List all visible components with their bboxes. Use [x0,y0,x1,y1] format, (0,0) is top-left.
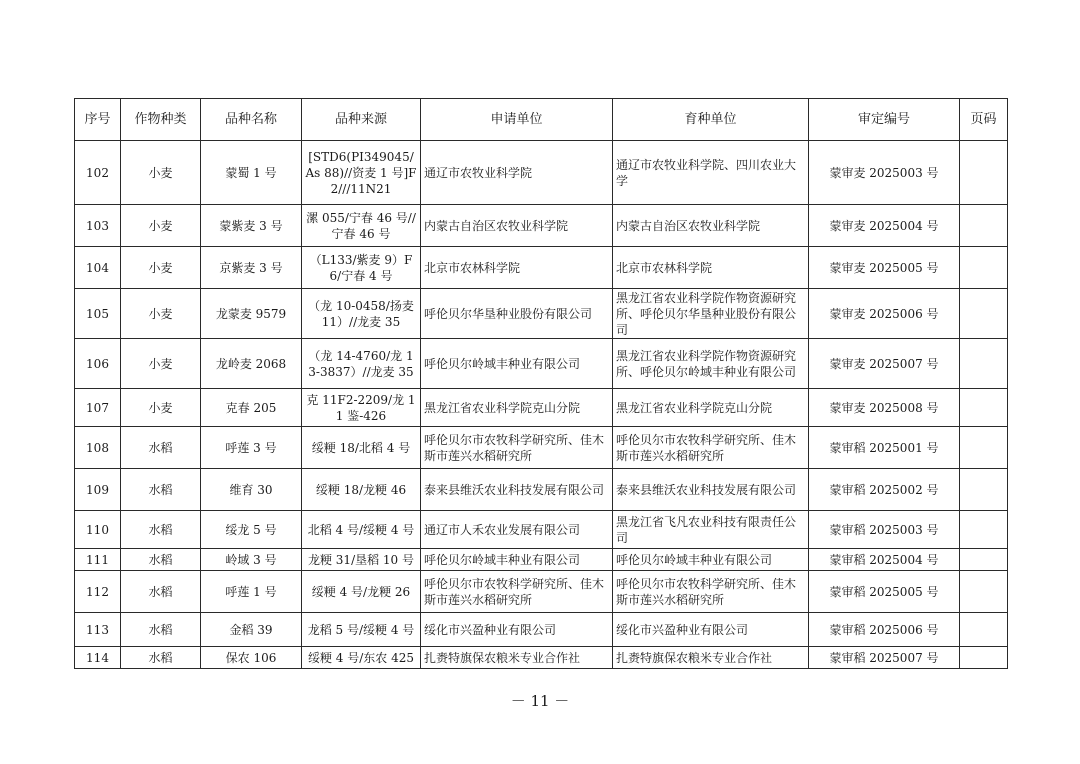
cell-serial: 104 [75,247,121,289]
cell-page [960,469,1008,511]
cell-applicant: 呼伦贝尔华垦种业股份有限公司 [421,289,613,339]
cell-page [960,647,1008,669]
variety-approval-table [74,98,1008,669]
table-row [75,141,1008,205]
cell-breeder: 绥化市兴盈种业有限公司 [613,613,809,647]
cell-approval-number: 蒙审麦 2025008 号 [809,389,960,427]
cell-breeder: 黑龙江省农业科学院作物资源研究所、呼伦贝尔岭域丰种业有限公司 [613,339,809,389]
cell-page [960,247,1008,289]
cell-serial: 114 [75,647,121,669]
table-row [75,339,1008,389]
cell-serial: 106 [75,339,121,389]
cell-crop-type: 小麦 [121,247,201,289]
cell-page [960,389,1008,427]
cell-serial: 107 [75,389,121,427]
cell-approval-number: 蒙审稻 2025004 号 [809,549,960,571]
table-row [75,389,1008,427]
cell-crop-type: 水稻 [121,469,201,511]
cell-variety-source: 绥粳 4 号/龙粳 26 [302,571,421,613]
cell-breeder: 内蒙古自治区农牧业科学院 [613,205,809,247]
cell-approval-number: 蒙审稻 2025006 号 [809,613,960,647]
header-applicant: 申请单位 [421,99,613,141]
cell-crop-type: 水稻 [121,427,201,469]
header-breeder: 育种单位 [613,99,809,141]
cell-approval-number: 蒙审稻 2025007 号 [809,647,960,669]
cell-applicant: 通辽市农牧业科学院 [421,141,613,205]
cell-approval-number: 蒙审麦 2025007 号 [809,339,960,389]
cell-page [960,141,1008,205]
cell-approval-number: 蒙审稻 2025002 号 [809,469,960,511]
cell-breeder: 扎赉特旗保农粮米专业合作社 [613,647,809,669]
cell-crop-type: 水稻 [121,511,201,549]
cell-breeder: 黑龙江省飞凡农业科技有限责任公司 [613,511,809,549]
cell-variety-source: 绥粳 4 号/东农 425 [302,647,421,669]
cell-variety-name: 维育 30 [201,469,302,511]
cell-variety-name: 岭域 3 号 [201,549,302,571]
cell-crop-type: 小麦 [121,389,201,427]
cell-serial: 108 [75,427,121,469]
cell-breeder: 呼伦贝尔岭域丰种业有限公司 [613,549,809,571]
table-body [75,141,1008,669]
cell-serial: 111 [75,549,121,571]
cell-breeder: 呼伦贝尔市农牧科学研究所、佳木斯市莲兴水稻研究所 [613,571,809,613]
cell-variety-source: （龙 10-0458/扬麦 11）//龙麦 35 [302,289,421,339]
cell-variety-source: 龙稻 5 号/绥粳 4 号 [302,613,421,647]
cell-page [960,339,1008,389]
cell-approval-number: 蒙审稻 2025005 号 [809,571,960,613]
table-row [75,571,1008,613]
table-row [75,247,1008,289]
cell-variety-source: （龙 14-4760/龙 13-3837）//龙麦 35 [302,339,421,389]
cell-variety-source: 绥粳 18/北稻 4 号 [302,427,421,469]
cell-approval-number: 蒙审麦 2025005 号 [809,247,960,289]
cell-breeder: 泰来县维沃农业科技发展有限公司 [613,469,809,511]
cell-crop-type: 小麦 [121,141,201,205]
table-row [75,427,1008,469]
cell-variety-source: [STD6(PI349045/As 88)//资麦 1 号]F2///11N21 [302,141,421,205]
cell-crop-type: 小麦 [121,205,201,247]
cell-variety-name: 蒙紫麦 3 号 [201,205,302,247]
cell-applicant: 通辽市人禾农业发展有限公司 [421,511,613,549]
cell-page [960,289,1008,339]
variety-approval-table-container [74,98,1007,669]
cell-serial: 103 [75,205,121,247]
cell-breeder: 黑龙江省农业科学院作物资源研究所、呼伦贝尔华垦种业股份有限公司 [613,289,809,339]
cell-approval-number: 蒙审麦 2025006 号 [809,289,960,339]
cell-serial: 112 [75,571,121,613]
cell-applicant: 黑龙江省农业科学院克山分院 [421,389,613,427]
cell-applicant: 呼伦贝尔岭域丰种业有限公司 [421,339,613,389]
page-number: － 11 － [510,692,570,710]
table-row [75,469,1008,511]
cell-variety-name: 龙蒙麦 9579 [201,289,302,339]
cell-variety-name: 呼莲 3 号 [201,427,302,469]
cell-variety-source: 龙粳 31/垦稻 10 号 [302,549,421,571]
cell-applicant: 呼伦贝尔市农牧科学研究所、佳木斯市莲兴水稻研究所 [421,571,613,613]
cell-variety-source: （L133/紫麦 9）F6/宁春 4 号 [302,247,421,289]
cell-crop-type: 水稻 [121,571,201,613]
cell-page [960,427,1008,469]
cell-variety-name: 绥龙 5 号 [201,511,302,549]
header-crop-type: 作物种类 [121,99,201,141]
cell-applicant: 呼伦贝尔市农牧科学研究所、佳木斯市莲兴水稻研究所 [421,427,613,469]
cell-applicant: 北京市农林科学院 [421,247,613,289]
cell-approval-number: 蒙审麦 2025003 号 [809,141,960,205]
cell-page [960,511,1008,549]
cell-breeder: 黑龙江省农业科学院克山分院 [613,389,809,427]
header-page: 页码 [960,99,1008,141]
cell-serial: 110 [75,511,121,549]
table-header-row [75,99,1008,141]
cell-approval-number: 蒙审稻 2025003 号 [809,511,960,549]
cell-breeder: 北京市农林科学院 [613,247,809,289]
cell-applicant: 泰来县维沃农业科技发展有限公司 [421,469,613,511]
cell-variety-name: 呼莲 1 号 [201,571,302,613]
cell-variety-name: 蒙蜀 1 号 [201,141,302,205]
cell-page [960,205,1008,247]
table-row [75,511,1008,549]
cell-variety-source: 绥粳 18/龙粳 46 [302,469,421,511]
cell-serial: 105 [75,289,121,339]
header-serial: 序号 [75,99,121,141]
cell-crop-type: 水稻 [121,647,201,669]
cell-variety-name: 克春 205 [201,389,302,427]
cell-variety-name: 保农 106 [201,647,302,669]
cell-variety-source: 北稻 4 号/绥粳 4 号 [302,511,421,549]
cell-variety-name: 京紫麦 3 号 [201,247,302,289]
cell-variety-name: 龙岭麦 2068 [201,339,302,389]
cell-variety-source: 克 11F2-2209/龙 11 鉴-426 [302,389,421,427]
table-row [75,647,1008,669]
header-variety-name: 品种名称 [201,99,302,141]
cell-variety-name: 金稻 39 [201,613,302,647]
cell-serial: 102 [75,141,121,205]
cell-serial: 113 [75,613,121,647]
cell-applicant: 绥化市兴盈种业有限公司 [421,613,613,647]
cell-page [960,571,1008,613]
table-row [75,549,1008,571]
cell-approval-number: 蒙审麦 2025004 号 [809,205,960,247]
table-row [75,205,1008,247]
cell-crop-type: 水稻 [121,613,201,647]
cell-crop-type: 小麦 [121,289,201,339]
cell-crop-type: 水稻 [121,549,201,571]
header-variety-source: 品种来源 [302,99,421,141]
table-row [75,613,1008,647]
cell-serial: 109 [75,469,121,511]
cell-variety-source: 漯 055/宁春 46 号//宁春 46 号 [302,205,421,247]
cell-applicant: 扎赉特旗保农粮米专业合作社 [421,647,613,669]
cell-breeder: 通辽市农牧业科学院、四川农业大学 [613,141,809,205]
cell-approval-number: 蒙审稻 2025001 号 [809,427,960,469]
cell-page [960,613,1008,647]
cell-applicant: 内蒙古自治区农牧业科学院 [421,205,613,247]
cell-breeder: 呼伦贝尔市农牧科学研究所、佳木斯市莲兴水稻研究所 [613,427,809,469]
header-approval-number: 审定编号 [809,99,960,141]
cell-applicant: 呼伦贝尔岭域丰种业有限公司 [421,549,613,571]
table-row [75,289,1008,339]
cell-page [960,549,1008,571]
cell-crop-type: 小麦 [121,339,201,389]
